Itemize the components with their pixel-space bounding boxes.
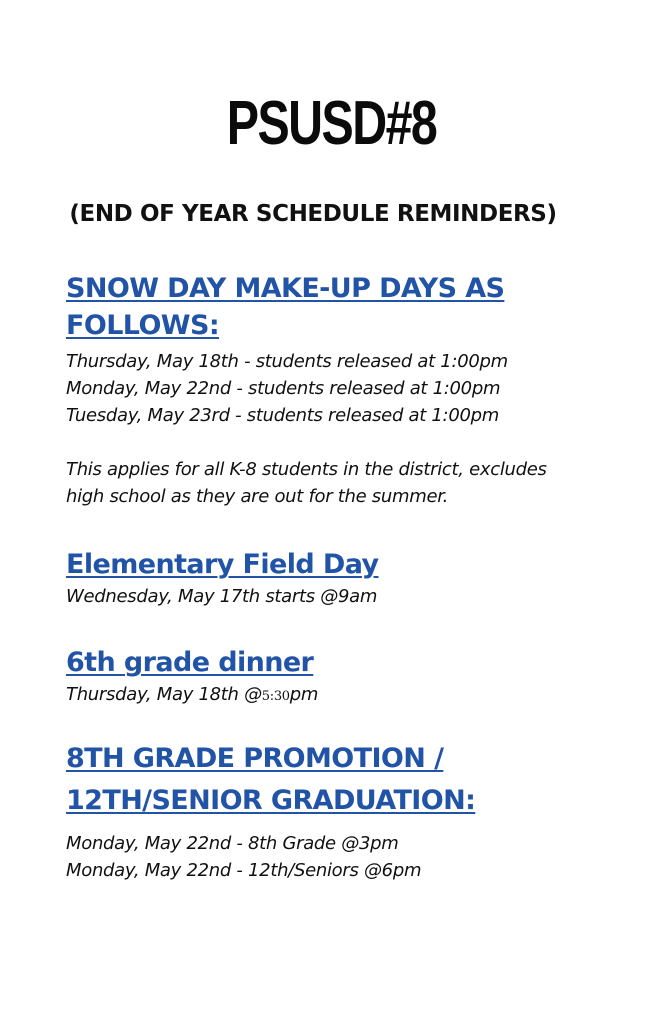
district-note bbox=[66, 456, 626, 510]
schedule-line: Monday, May 22nd - 12th/Seniors @6pm bbox=[66, 860, 422, 881]
schedule-line: Thursday, May 18th - students released at 1:00pm bbox=[66, 351, 508, 372]
schedule-line-prefix: Thursday, May 18th @ bbox=[66, 684, 262, 705]
section-heading-field-day: Elementary Field Day bbox=[66, 549, 379, 580]
section-field-day bbox=[66, 546, 626, 610]
page-subtitle: (END OF YEAR SCHEDULE REMINDERS) bbox=[69, 201, 557, 227]
heading-line: FOLLOWS: bbox=[66, 310, 220, 341]
schedule-list bbox=[66, 830, 626, 884]
section-heading-promotion-graduation bbox=[66, 738, 626, 822]
schedule-line: Tuesday, May 23rd - students released at 1:00pm bbox=[66, 405, 499, 426]
schedule-list bbox=[66, 348, 626, 429]
schedule-line: Wednesday, May 17th starts @9am bbox=[66, 586, 378, 607]
section-sixth-grade-dinner bbox=[66, 644, 626, 710]
note-line: high school as they are out for the summer. bbox=[66, 486, 449, 507]
schedule-line-suffix: pm bbox=[289, 684, 319, 705]
schedule-list bbox=[66, 681, 626, 710]
section-promotion-graduation bbox=[66, 738, 626, 884]
schedule-line-time: 5:30 bbox=[261, 689, 290, 704]
section-heading-snow-day bbox=[66, 270, 626, 344]
schedule-line: Monday, May 22nd - 8th Grade @3pm bbox=[66, 833, 399, 854]
section-snow-day bbox=[66, 270, 626, 510]
page-title: PSUSD#8 bbox=[226, 89, 437, 158]
heading-line: 12TH/SENIOR GRADUATION: bbox=[66, 785, 476, 816]
note-line: This applies for all K-8 students in the district, excludes bbox=[66, 459, 547, 480]
schedule-list bbox=[66, 583, 626, 610]
heading-line: 8TH GRADE PROMOTION / bbox=[66, 743, 444, 774]
schedule-line bbox=[66, 681, 626, 710]
section-heading-sixth-grade-dinner: 6th grade dinner bbox=[66, 647, 314, 678]
schedule-line: Monday, May 22nd - students released at 1:00pm bbox=[66, 378, 501, 399]
heading-line: SNOW DAY MAKE-UP DAYS AS bbox=[66, 273, 505, 304]
